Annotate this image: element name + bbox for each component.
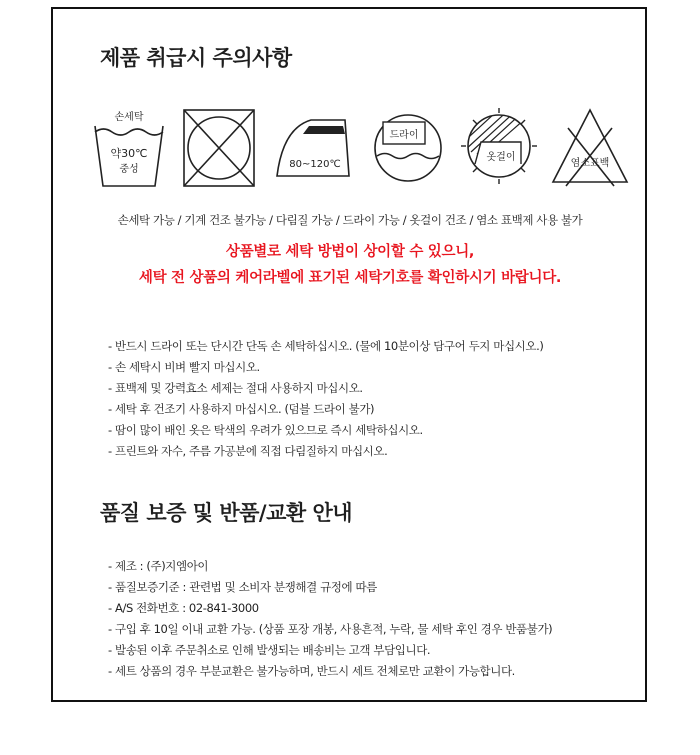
handwash-detergent: 중성 (119, 164, 139, 175)
notice-line-2: 세탁 전 상품의 케어라벨에 표기된 세탁기호를 확인하시기 바랍니다. (138, 270, 562, 286)
list-item: - A/S 전화번호 : 02-841-3000 (108, 601, 259, 615)
care-caption: 손세탁 가능 / 기계 건조 불가능 / 다림질 가능 / 드라이 가능 / 옷걸이 건조 / 염소 표백제 사용 불가 (117, 213, 583, 227)
handwash-temp: 약30℃ (110, 147, 148, 160)
list-item: - 제조 : (주)지엠아이 (108, 559, 209, 573)
notice-line-1: 상품별로 세탁 방법이 상이할 수 있으니, (225, 244, 475, 260)
list-item: - 구입 후 10일 이내 교환 가능. (상품 포장 개봉, 사용흔적, 누락, 물 세탁 후인 경우 반품불가) (108, 622, 553, 636)
no-machine-dry-icon (182, 106, 260, 190)
handwash-tub-icon (92, 106, 170, 190)
dry-clean-label: 드라이 (389, 130, 419, 141)
list-item: - 세트 상품의 경우 부분교환은 불가능하며, 반드시 세트 전체로만 교환이 가능합니다. (108, 664, 515, 678)
list-item: - 표백제 및 강력효소 세제는 절대 사용하지 마십시오. (108, 381, 363, 395)
iron-temp: 80~120℃ (289, 159, 341, 170)
warranty-section-title: 품질 보증 및 반품/교환 안내 (100, 501, 353, 525)
list-item: - 땀이 많이 배인 옷은 탁색의 우려가 있으므로 즉시 세탁하십시오. (108, 423, 423, 437)
no-bleach-icon (550, 106, 636, 190)
care-instructions-list (108, 336, 543, 462)
warranty-list (108, 556, 552, 682)
list-item: - 세탁 후 건조기 사용하지 마십시오. (덤블 드라이 불가) (108, 402, 375, 416)
iron-icon (275, 106, 361, 190)
list-item: - 손 세탁시 비벼 빨지 마십시오. (108, 360, 260, 374)
list-item: - 프린트와 자수, 주름 가공분에 직접 다림질하지 마십시오. (108, 444, 388, 458)
dry-clean-icon (369, 106, 447, 190)
hang-dry-icon (459, 106, 539, 190)
care-section-title: 제품 취급시 주의사항 (100, 46, 292, 70)
handwash-label: 손세탁 (114, 112, 144, 123)
list-item: - 반드시 드라이 또는 단시간 단독 손 세탁하십시오. (물에 10분이상 담구어 두지 마십시오.) (108, 339, 544, 353)
bleach-label: 염소표백 (570, 158, 610, 169)
list-item: - 품질보증기준 : 관련법 및 소비자 분쟁해결 규정에 따름 (108, 580, 377, 594)
list-item: - 발송된 이후 주문취소로 인해 발생되는 배송비는 고객 부담입니다. (108, 643, 431, 657)
hang-dry-label: 옷걸이 (486, 152, 516, 163)
care-symbols-row (92, 106, 632, 190)
